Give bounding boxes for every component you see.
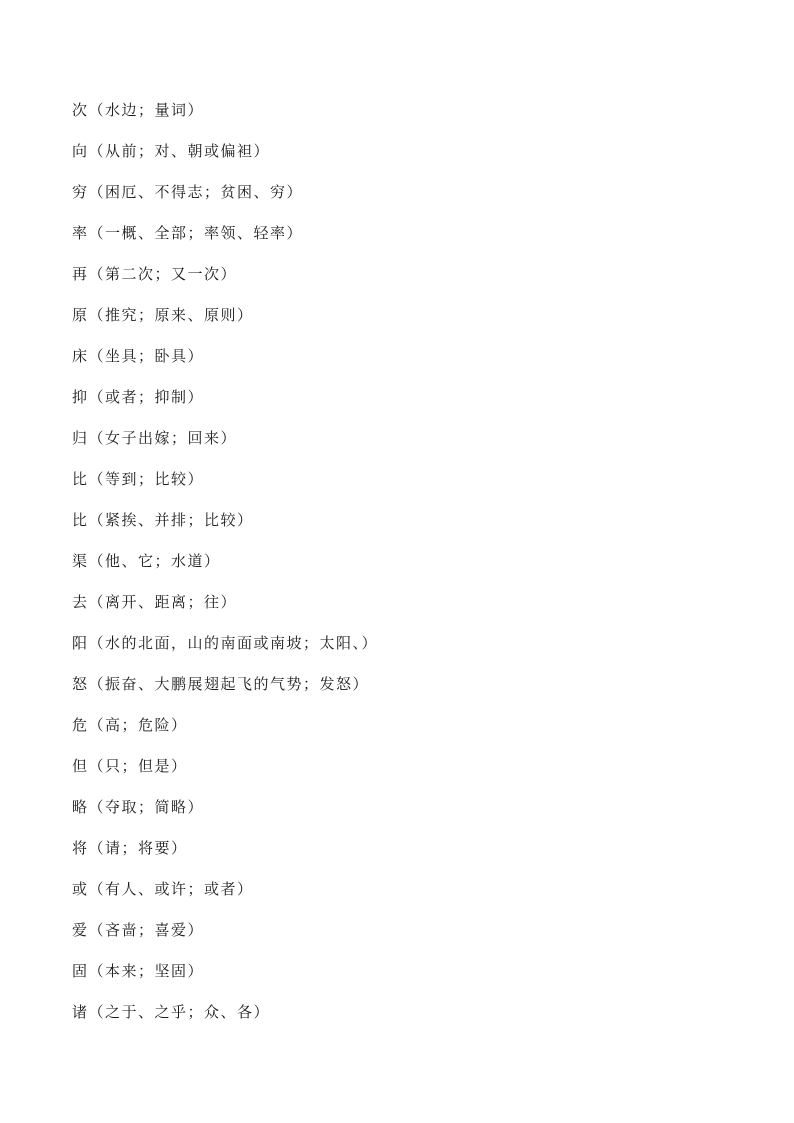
vocabulary-entry: 比（等到；比较） xyxy=(72,470,205,488)
vocabulary-entry: 渠（他、它；水道） xyxy=(72,552,221,570)
vocabulary-list xyxy=(72,98,378,1041)
vocabulary-entry: 穷（困厄、不得志；贫困、穷） xyxy=(72,183,304,201)
vocabulary-entry: 次（水边；量词） xyxy=(72,101,205,119)
vocabulary-entry: 去（离开、距离；往） xyxy=(72,593,238,611)
vocabulary-entry: 向（从前；对、朝或偏袒） xyxy=(72,142,271,160)
vocabulary-entry: 危（高；危险） xyxy=(72,716,188,734)
vocabulary-entry: 但（只；但是） xyxy=(72,757,188,775)
vocabulary-entry: 或（有人、或许；或者） xyxy=(72,880,254,898)
vocabulary-entry: 比（紧挨、并排；比较） xyxy=(72,511,254,529)
vocabulary-entry: 爱（吝啬；喜爱） xyxy=(72,921,205,939)
vocabulary-entry: 诸（之于、之乎；众、各） xyxy=(72,1003,271,1021)
vocabulary-entry: 略（夺取；简略） xyxy=(72,798,205,816)
vocabulary-entry: 阳（水的北面，山的南面或南坡；太阳、） xyxy=(72,634,379,652)
vocabulary-entry: 原（推究；原来、原则） xyxy=(72,306,254,324)
vocabulary-entry: 再（第二次；又一次） xyxy=(72,265,238,283)
vocabulary-entry: 抑（或者；抑制） xyxy=(72,388,205,406)
vocabulary-entry: 归（女子出嫁；回来） xyxy=(72,429,238,447)
vocabulary-entry: 怒（振奋、大鹏展翅起飞的气势；发怒） xyxy=(72,675,370,693)
vocabulary-entry: 将（请；将要） xyxy=(72,839,188,857)
vocabulary-entry: 固（本来；坚固） xyxy=(72,962,205,980)
vocabulary-entry: 床（坐具；卧具） xyxy=(72,347,205,365)
vocabulary-entry: 率（一概、全部；率领、轻率） xyxy=(72,224,304,242)
